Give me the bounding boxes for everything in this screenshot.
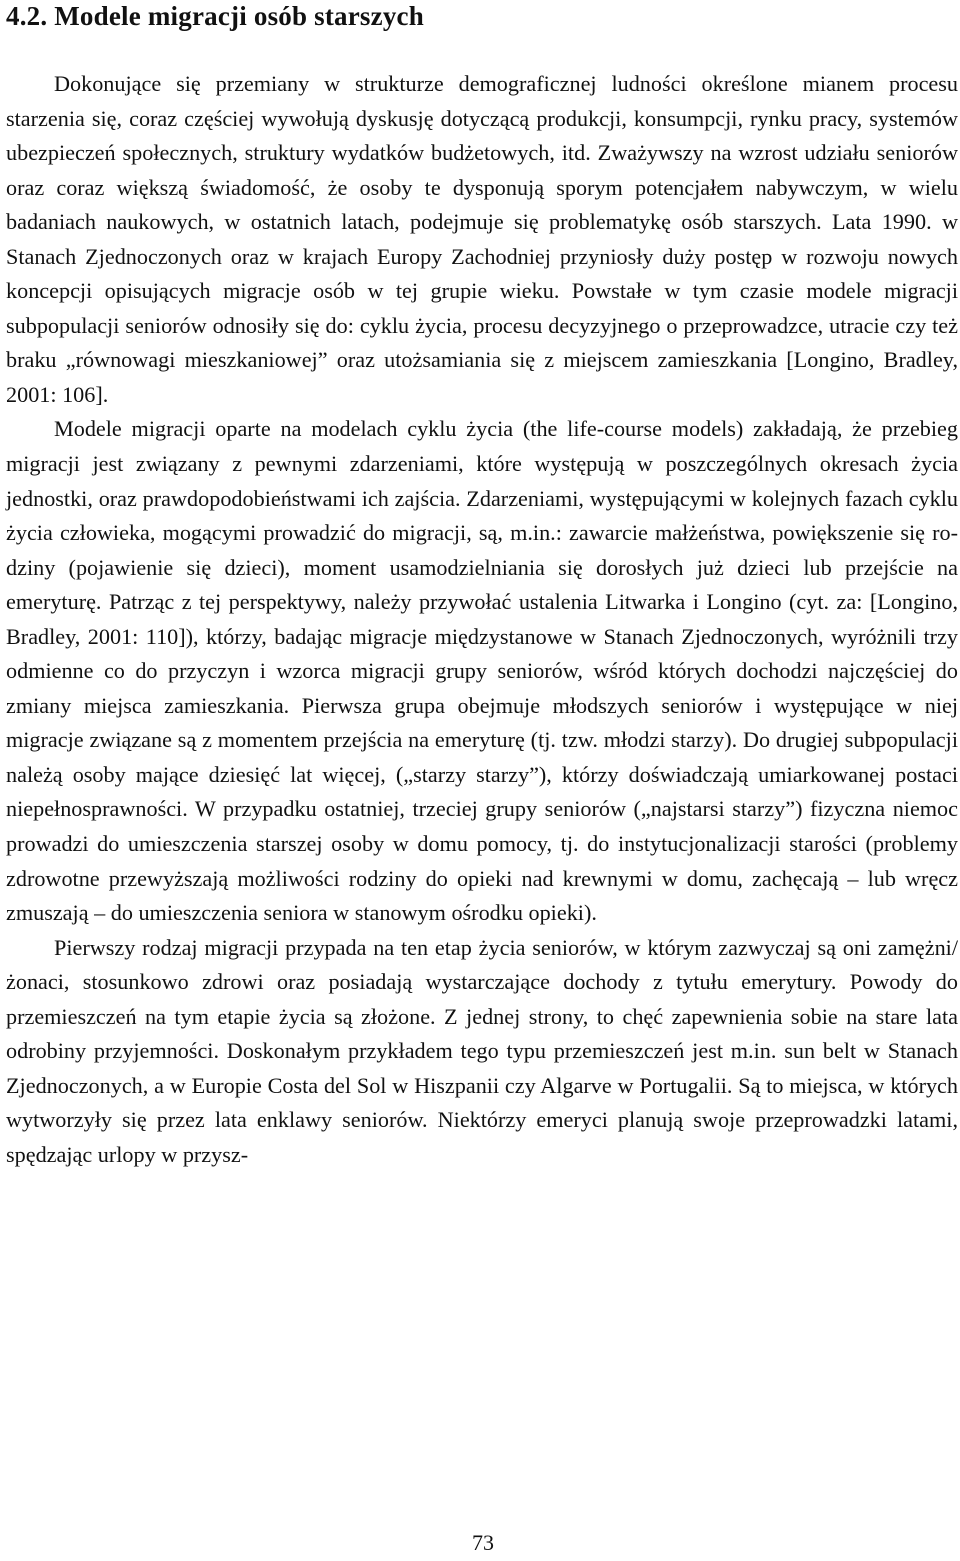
body-text	[6, 67, 958, 1173]
paragraph-life-course-models: Modele migracji oparte na modelach cyklu życia (the life-course models) zakładają, że przebieg migracji jest związany z pewnymi zdarzeniami, które występują w poszczególnych okresach życia jednostki, oraz prawdopodobieństwami ich zajścia. Zdarzeniami, występującymi w kolejnych fazach cyklu życia człowieka, mogącymi prowadzić do migracji, są, m.in.: zawarcie małżeństwa, powiększenie się rodziny (pojawienie się dzieci), moment usamodzielniania się dorosłych już dzieci lub przejście na emeryturę. Patrząc z tej perspektywy, należy przywołać ustalenia Litwarka i Longino (cyt. za: [Longino, Bradley, 2001: 110]), którzy, badając migracje międzystanowe w Stanach Zjednoczonych, wyróżnili trzy odmienne co do przyczyn i wzorca migracji grupy seniorów, wśród których dochodzi najczęściej do zmiany miejsca zamieszkania. Pierwsza grupa obejmuje młodszych seniorów i występujące w niej migracje związane są z momentem przejścia na emeryturę (tj. tzw. młodzi starzy). Do drugiej subpopulacji należą osoby mające dziesięć lat więcej, („starzy starzy”), którzy doświadczają umiarkowanej postaci niepełnosprawności. W przypadku ostatniej, trzeciej grupy seniorów („najstarsi starzy”) fizyczna niemoc prowadzi do umieszczenia starszej osoby w domu pomocy, tj. do instytucjonalizacji starości (problemy zdrowotne przewyższają możliwości rodziny do opieki nad krewnymi w domu, zachęcają – lub wręcz zmuszają – do umieszczenia seniora w stanowym ośrodku opieki).	[6, 416, 958, 926]
section-heading: 4.2. Modele migracji osób starszych	[6, 1, 424, 31]
paragraph-first-migration-type: Pierwszy rodzaj migracji przypada na ten etap życia seniorów, w którym zazwyczaj są oni zamężni/żonaci, stosunkowo zdrowi oraz posiadają wystarczające dochody z tytułu emerytury. Powody do przemieszczeń na tym etapie życia są złożone. Z jednej strony, to chęć zapewnienia sobie na stare lata odrobiny przyjemności. Doskonałym przykładem tego typu przemieszczeń jest m.in. sun belt w Stanach Zjednoczonych, a w Europie Costa del Sol w Hiszpanii czy Algarve w Portugalii. Są to miejsca, w których wytworzyły się przez lata enklawy seniorów. Niektórzy emeryci planują swoje przeprowadzki latami, spędzając urlopy w przysz-	[6, 934, 958, 1167]
paragraph-intro: Dokonujące się przemiany w strukturze demograficznej ludności określone mianem procesu starzenia się, coraz częściej wywołują dyskusję dotyczącą produkcji, konsumpcji, rynku pracy, systemów ubezpieczeń społecznych, struktury wydatków budżetowych, itd. Zważywszy na wzrost udziału seniorów oraz coraz większą świadomość, że osoby te dysponują sporym potencjałem nabywczym, w wielu badaniach naukowych, w ostatnich latach, podejmuje się problematykę osób starszych. Lata 1990. w Stanach Zjednoczonych oraz w krajach Europy Zachodniej przyniosły duży postęp w rozwoju nowych koncepcji opisujących migracje osób w tej grupie wieku. Powstałe w tym czasie modele migracji subpopulacji seniorów odnosiły się do: cyklu życia, procesu decyzyjnego o przeprowadzce, utracie czy też braku „równowagi mieszkaniowej” oraz utożsamiania się z miejscem zamieszkania [Longino, Bradley, 2001: 106].	[6, 71, 958, 407]
page-number: 73	[472, 1530, 494, 1555]
